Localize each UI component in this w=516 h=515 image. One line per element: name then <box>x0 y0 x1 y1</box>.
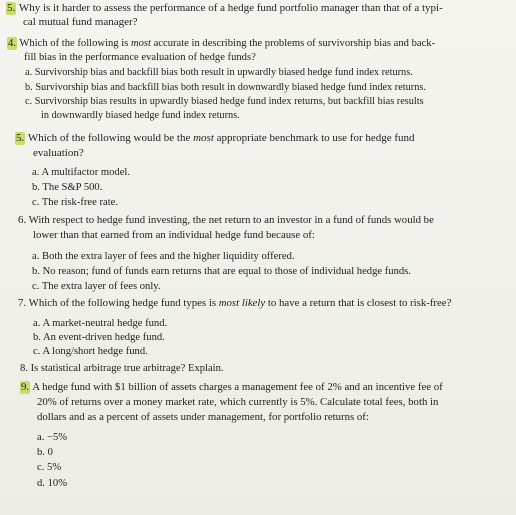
question-text: cal mutual fund manager? <box>23 16 138 28</box>
question-text: fill bias in the performance evaluation of hedge funds? <box>24 52 256 63</box>
option-letter: b. <box>33 332 41 343</box>
option-text: An event-driven hedge fund. <box>43 332 165 343</box>
question-line <box>18 297 451 310</box>
question-number: 5. <box>16 132 25 144</box>
question-text: With respect to hedge fund investing, the net return to an investor in a fund of funds would be <box>28 214 434 226</box>
option-line <box>32 196 118 209</box>
option-line <box>32 166 130 179</box>
question-number: 4. <box>8 38 16 49</box>
option-line <box>33 331 165 344</box>
option-text: Survivorship bias and backfill bias both result in downwardly biased hedge fund index returns. <box>35 82 426 93</box>
question-text: Which of the following is <box>19 38 131 49</box>
option-letter: a. <box>37 432 45 443</box>
option-line <box>32 250 295 263</box>
question-text: Is statistical arbitrage true arbitrage? Explain. <box>30 363 224 374</box>
question-text: lower than that earned from an individual hedge fund because of: <box>33 229 315 241</box>
question-text: appropriate benchmark to use for hedge fund <box>213 132 415 144</box>
option-text: 0 <box>47 447 53 458</box>
option-letter: b. <box>37 447 45 458</box>
question-line <box>18 214 434 227</box>
option-text: Survivorship bias results in upwardly biased hedge fund index returns, but backfill bias results <box>34 96 424 107</box>
option-text: A market-neutral hedge fund. <box>42 318 168 329</box>
option-line <box>37 431 67 444</box>
option-letter: a. <box>25 67 33 78</box>
option-letter: b. <box>32 182 40 193</box>
option-text: in downwardly biased hedge fund index returns. <box>41 110 240 121</box>
question-line <box>37 396 438 409</box>
question-text: 20% of returns over a money market rate, which currently is 5%. Calculate total fees, both in <box>37 396 439 408</box>
option-letter: d. <box>37 478 45 489</box>
option-line <box>32 280 161 293</box>
question-text: A hedge fund with $1 billion of assets charges a management fee of 2% and an incentive fee of <box>32 381 443 393</box>
question-line <box>23 16 138 29</box>
option-text: The extra layer of fees only. <box>41 281 161 292</box>
question-text: Which of the following hedge fund types is <box>28 297 219 309</box>
option-line <box>33 317 167 330</box>
question-line <box>15 132 415 145</box>
option-line <box>32 265 411 278</box>
question-emphasis: most likely <box>218 297 266 309</box>
option-text: A long/short hedge fund. <box>42 346 148 357</box>
option-line <box>25 81 426 94</box>
question-text: to have a return that is closest to risk-free? <box>265 297 452 309</box>
question-line <box>7 37 435 50</box>
option-letter: c. <box>32 197 40 208</box>
question-line <box>20 381 443 394</box>
option-letter: b. <box>25 82 33 93</box>
option-letter: c. <box>25 96 33 107</box>
option-line <box>37 461 61 474</box>
option-letter: c. <box>32 281 40 292</box>
option-line <box>25 66 413 79</box>
question-number: 5. <box>7 2 16 14</box>
option-text: 10% <box>47 478 68 489</box>
option-text: 5% <box>47 462 62 473</box>
option-letter: c. <box>37 462 45 473</box>
option-text: A multifactor model. <box>41 167 130 178</box>
question-number: 6. <box>18 214 27 226</box>
question-number: 9. <box>21 381 30 393</box>
question-line <box>33 229 315 242</box>
option-line <box>33 345 148 358</box>
option-letter: c. <box>33 346 41 357</box>
question-text: evaluation? <box>33 147 84 159</box>
option-line <box>32 181 102 194</box>
question-text: Why is it harder to assess the performance of a hedge fund portfolio manager than that of a typi- <box>18 2 443 14</box>
option-line <box>41 109 240 122</box>
question-emphasis: most <box>130 38 151 49</box>
question-line <box>24 51 256 64</box>
question-line <box>20 362 224 375</box>
option-letter: a. <box>32 251 40 262</box>
question-line <box>33 147 84 160</box>
option-text: −5% <box>47 432 68 443</box>
option-letter: a. <box>33 318 41 329</box>
option-letter: a. <box>32 167 40 178</box>
question-line <box>6 2 443 15</box>
question-number: 8. <box>20 363 28 374</box>
question-text: Which of the following would be the <box>27 132 194 144</box>
option-text: Both the extra layer of fees and the higher liquidity offered. <box>42 251 295 262</box>
option-text: Survivorship bias and backfill bias both result in upwardly biased hedge fund index returns. <box>34 67 413 78</box>
option-line <box>25 95 424 108</box>
option-text: No reason; fund of funds earn returns that are equal to those of individual hedge funds. <box>42 266 411 277</box>
question-emphasis: most <box>193 132 214 144</box>
option-text: The S&P 500. <box>42 182 103 193</box>
option-line <box>37 446 53 459</box>
question-text: accurate in describing the problems of survivorship bias and back- <box>150 38 436 49</box>
option-letter: b. <box>32 266 40 277</box>
question-text: dollars and as a percent of assets under management, for portfolio returns of: <box>37 411 369 423</box>
option-text: The risk-free rate. <box>41 197 118 208</box>
question-line <box>37 411 369 424</box>
question-number: 7. <box>18 297 27 309</box>
option-line <box>37 477 67 490</box>
